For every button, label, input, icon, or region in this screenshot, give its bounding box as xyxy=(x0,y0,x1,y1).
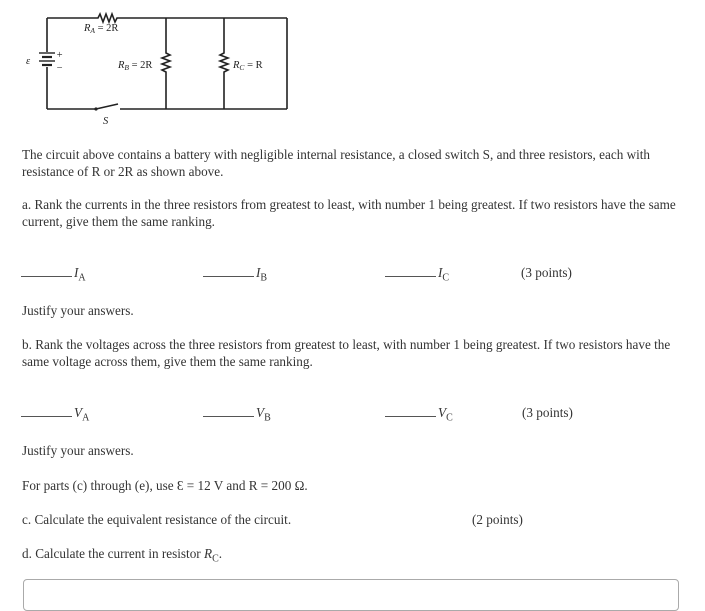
rank-va: $V_A$ xyxy=(21,404,89,427)
part-c-prompt: c. Calculate the equivalent resistance of the circuit. xyxy=(22,512,292,527)
switch-label: S xyxy=(103,116,109,127)
branch-c xyxy=(220,18,228,109)
rank-vb: $V_B$ xyxy=(203,404,271,427)
part-a-prompt: a. Rank the currents in the three resistors from greatest to least, with number 1 being greatest. If two resistors have the same current, give them the same ranking. xyxy=(22,197,676,229)
given-values: For parts (c) through (e), use Ɛ = 12 V and R = 200 Ω. xyxy=(22,478,308,493)
rank-ic: $I_C$ xyxy=(385,264,449,287)
switch-blade xyxy=(96,104,118,109)
circuit-diagram xyxy=(0,0,705,130)
rc-label: RC = R xyxy=(233,60,263,72)
answer-blank-ib[interactable] xyxy=(203,265,254,277)
answer-blank-va[interactable] xyxy=(21,405,72,417)
answer-textbox[interactable] xyxy=(23,579,679,611)
part-a-points: (3 points) xyxy=(521,265,572,280)
switch-terminal xyxy=(94,107,97,110)
part-b-points: (3 points) xyxy=(522,405,573,420)
part-a-justify: Justify your answers. xyxy=(22,303,134,318)
top-wire xyxy=(47,14,287,22)
branch-b xyxy=(162,18,170,109)
answer-blank-ic[interactable] xyxy=(385,265,436,277)
part-c-points: (2 points) xyxy=(472,512,523,527)
plus-sign: + xyxy=(56,50,64,61)
emf-label: ε xyxy=(26,56,31,67)
answer-blank-ia[interactable] xyxy=(21,265,72,277)
intro-text: The circuit above contains a battery with negligible internal resistance, a closed switch S, and three resistors, each with resistance of R or 2R as shown above. xyxy=(22,147,651,179)
part-b-justify: Justify your answers. xyxy=(22,443,134,458)
ra-label: RA = 2R xyxy=(84,23,119,35)
part-b-prompt: b. Rank the voltages across the three resistors from greatest to least, with number 1 being greatest. If two resistors have the same voltage across them, give them the same ranking. xyxy=(22,337,671,369)
answer-blank-vc[interactable] xyxy=(385,405,436,417)
rank-ia: $I_A$ xyxy=(21,264,86,287)
part-d-prompt: d. Calculate the current in resistor $R_C$. xyxy=(22,546,223,565)
minus-sign: − xyxy=(56,63,64,74)
rb-label: RB = 2R xyxy=(118,60,153,72)
rank-vc: $V_C$ xyxy=(385,404,453,427)
answer-blank-vb[interactable] xyxy=(203,405,254,417)
rank-ib: $I_B$ xyxy=(203,264,267,287)
